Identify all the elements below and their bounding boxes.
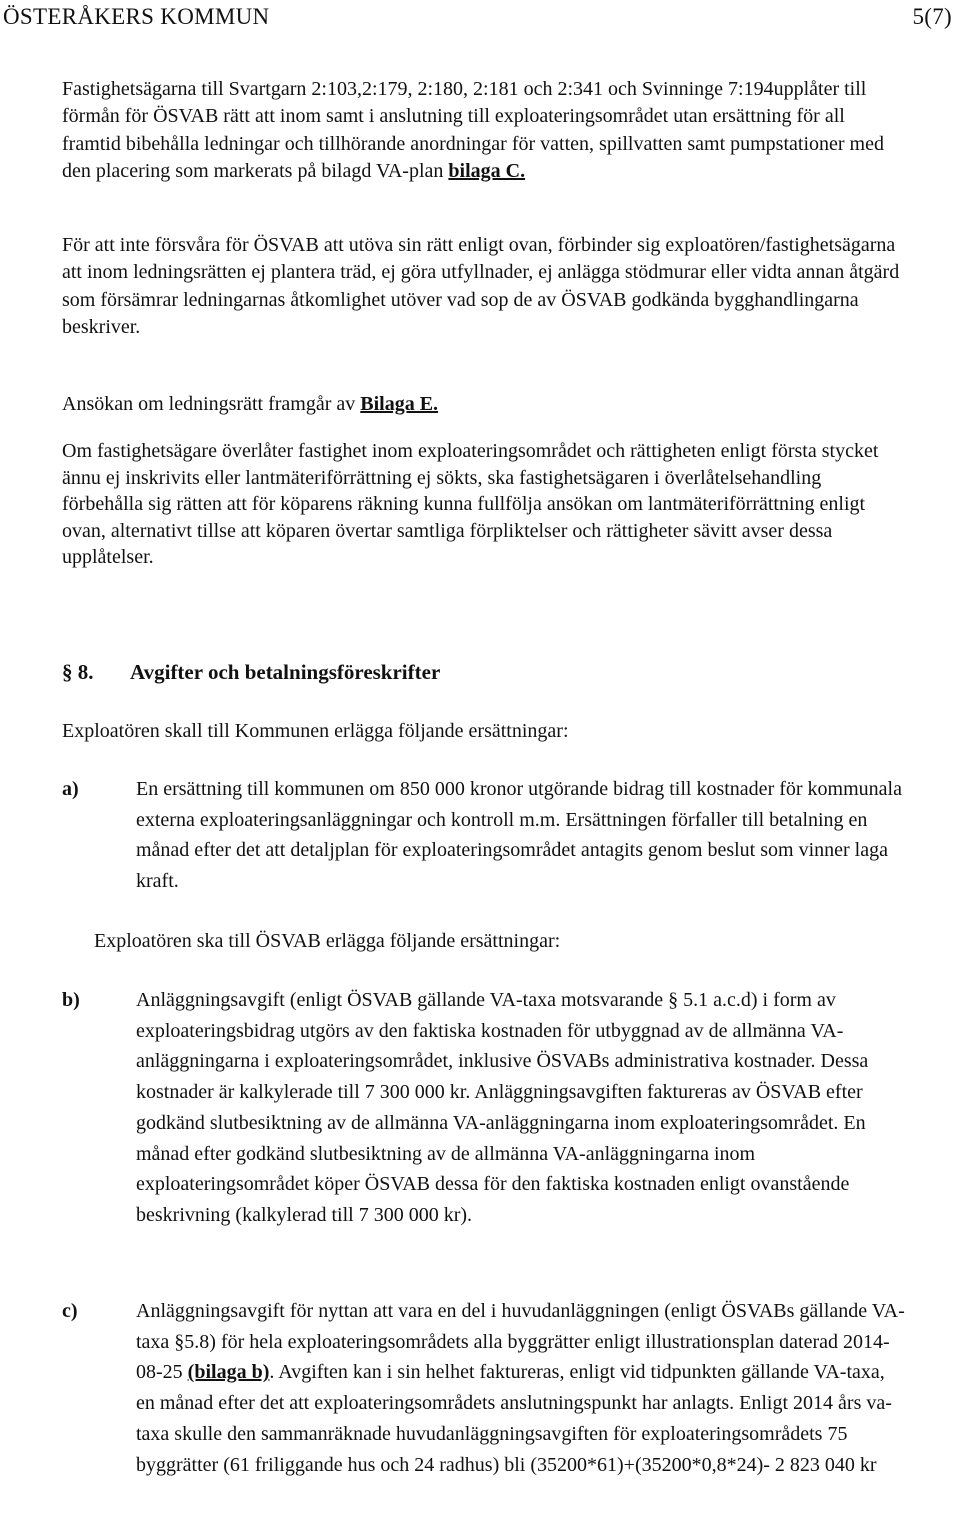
- paragraph-transfer: [62, 438, 902, 571]
- paragraph-restrictions-text: För att inte försvåra för ÖSVAB att utöva sin rätt enligt ovan, förbinder sig exploatören/fastighetsägarna att inom ledningsrätten ej plantera träd, ej göra utfyllnader, ej anlägga stödmurar eller vidta annan åtgärd som försämrar ledningarnas åtkomlighet utöver vad sop de av ÖSVAB godkända bygghandlingarna beskriver.: [62, 234, 900, 338]
- paragraph-application: [62, 391, 902, 418]
- paragraph-restrictions: [62, 232, 902, 341]
- page-header: [3, 2, 952, 32]
- list-marker-b: b): [62, 989, 80, 1011]
- page-number: 5(7): [912, 4, 952, 29]
- section-number: § 8.: [62, 660, 94, 684]
- attachment-ref-c: bilaga C.: [448, 159, 526, 182]
- intro-kommun-text: Exploatören skall till Kommunen erlägga följande ersättningar:: [62, 720, 569, 742]
- list-item-c-text-before: Anläggningsavgift för nyttan att vara en del i huvudanläggningen (enligt ÖSVABs gällande VA-taxa §5.8) för hela exploateringsområdets alla byggrätter enligt illustrationsplan daterad 2014-08-25: [136, 1300, 905, 1384]
- paragraph-easement: [62, 76, 902, 185]
- municipality-name: ÖSTERÅKERS KOMMUN: [3, 4, 270, 29]
- intro-osvab-text: Exploatören ska till ÖSVAB erlägga följande ersättningar:: [94, 930, 561, 952]
- section-title: Avgifter och betalningsföreskrifter: [130, 660, 441, 684]
- list-item-c-text-after: . Avgiften kan i sin helhet faktureras, enligt vid tidpunkten gällande VA-taxa, en månad efter det att exploateringsområdets anslutningspunkt har anlagts. Enligt 2014 års va-taxa skulle den sammanräknade huvudanläggningsavgiften för exploateringsområdets 75 byggrätter (61 friliggande hus och 24 radhus) bli (35200*61)+(35200*0,8*24)- 2 823 040 kr: [136, 1361, 892, 1476]
- list-marker-c: c): [62, 1300, 78, 1322]
- paragraph-application-text: Ansökan om ledningsrätt framgår av: [62, 393, 361, 415]
- intro-osvab: [94, 928, 934, 955]
- attachment-ref-b: (bilaga b): [187, 1361, 270, 1384]
- list-marker-a: a): [62, 778, 79, 800]
- list-item-b-text: Anläggningsavgift (enligt ÖSVAB gällande VA-taxa motsvarande § 5.1 a.c.d) i form av exploateringsbidrag utgörs av den faktiska kostnaden för utbyggnad av de allmänna VA-anläggningarna i exploateringsområdet, inklusive ÖSVABs administrativa kostnader. Dessa kostnader är kalkylerade till 7 300 000 kr. Anläggningsavgiften faktureras av ÖSVAB efter godkänd slutbesiktning av de allmänna VA-anläggningarna inom exploateringsområdet. En månad efter godkänd slutbesiktning av de allmänna VA-anläggningarna inom exploateringsområdet köper ÖSVAB dessa för den faktiska kostnaden enligt ovanstående beskrivning (kalkylerad till 7 300 000 kr).: [136, 989, 869, 1226]
- intro-kommun: [62, 718, 902, 745]
- section-heading: [62, 660, 440, 685]
- paragraph-transfer-text: Om fastighetsägare överlåter fastighet inom exploateringsområdet och rättigheten enligt första stycket ännu ej inskrivits eller lantmäteriförrättning ej sökts, ska fastighetsägaren i överlåtelsehandling förbehålla sig rätten att för köparens räkning kunna fullfölja ansökan om lantmäteriförrättning enligt ovan, alternativt tillse att köparen övertar samtliga förpliktelser och rättigheter sävitt avser dessa upplåtelser.: [62, 440, 879, 569]
- paragraph-easement-text: Fastighetsägarna till Svartgarn 2:103,2:179, 2:180, 2:181 och 2:341 och Svinninge 7:194upplåter till förmån för ÖSVAB rätt att inom samt i anslutning till exploateringsområdet utan ersättning för all framtid bibehålla ledningar och tillhörande anordningar för vatten, spillvatten samt pumpstationer med den placering som markerats på bilagd VA-plan: [62, 78, 884, 182]
- list-item-a-text: En ersättning till kommunen om 850 000 kronor utgörande bidrag till kostnader för kommunala externa exploateringsanläggningar och kontroll m.m. Ersättningen förfaller till betalning en månad efter det att detaljplan för exploateringsområdet antagits genom beslut som vinner laga kraft.: [136, 778, 902, 893]
- list-item-c-text: [136, 1296, 906, 1480]
- attachment-ref-e: Bilaga E.: [360, 393, 439, 415]
